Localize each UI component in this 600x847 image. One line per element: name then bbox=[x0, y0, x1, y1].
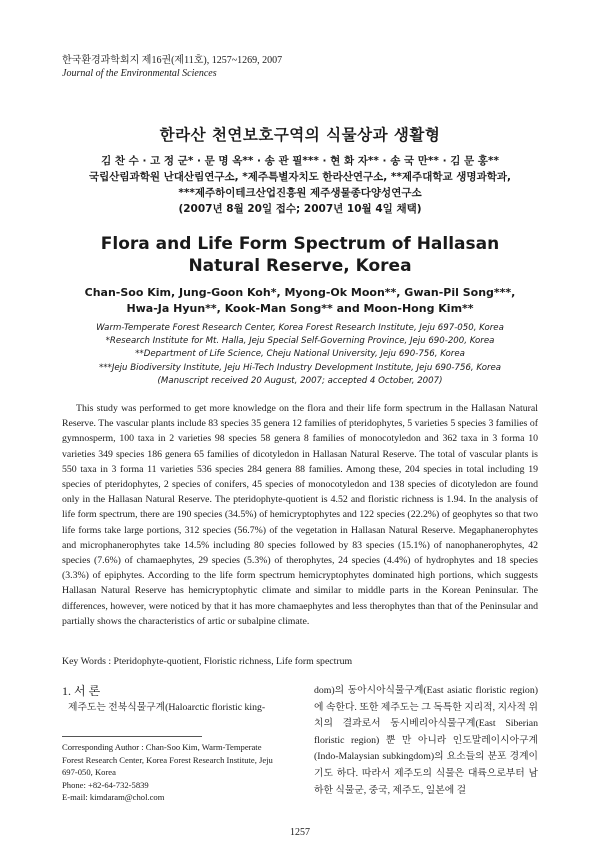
abstract-text: This study was performed to get more knowledge on the flora and their life form spectrum in the Hallasan Natural Reserve. The vascular plants include 83 species 35 genera 12 families of pteridophytes, 5 varieties 5 species 3 families of gymnosperm, 100 taxa in 2 varieties 98 species 58 genera 8 families of monocotyledon and 362 taxa in 3 forma 10 varieties 349 species 186 genera 65 families of dicotyledon in Hallasan Natural Reserve. The total of vascular plants is 550 taxa in 3 forma 11 varieties 536 species 284 genera 88 families. Among these, 204 species in total including 19 species of pteridophytes, 2 species of conifers, 45 species of monocotyledon and 138 species of dicotyledon are found only in the Hallasan Natural Reserve. The pteridophyte-quotient is 4.52 and floristic richness is 1.94. In the analysis of life form spectrum, there are 190 species (34.5%) of hemicryptophytes and 122 species (22.2%) of geophytes so that two life forms take large portions, 312 species (56.7%) of the vegetation in Hallasan Natural Reserve. Megaphanerophytes and microphanerophytes take 14.5% including 80 species followed by 83 species (15.1%) of nanophanerophytes, 42 species (7.6%) of chamaephytes, 29 species (5.3%) of therophytes, 24 species (4.4%) of hydrophytes and 18 species (3.3%) of epiphytes. According to the life form spectrum hemicryptophytes dominated high portions, which suggests Hallasan Natural Reserve has hemicryptophytic climate and similar to middle parts in the Korean Peninsular. The differences, however, were noticed by that it has more chamaephytes and less therophytes than that of the Peninsular and partially shows the characteristics of artic or subalpine climate. bbox=[62, 403, 538, 627]
affiliation-line: Warm-Temperate Forest Research Center, Korea Forest Research Institute, Jeju 697-050, Korea bbox=[96, 323, 504, 333]
footnote-email: E-mail: kimdaram@chol.com bbox=[62, 792, 165, 802]
authors-english-line2: Hwa-Ja Hyun**, Kook-Man Song** and Moon-Hong Kim** bbox=[126, 302, 474, 315]
corresponding-author-footnote bbox=[62, 741, 292, 804]
authors-english-line1: Chan-Soo Kim, Jung-Goon Koh*, Myong-Ok Moon**, Gwan-Pil Song***, bbox=[84, 286, 516, 299]
intro-left-column: 제주도는 전북식물구계(Haloarctic floristic king- bbox=[68, 702, 266, 713]
page-number: 1257 bbox=[290, 827, 310, 838]
authors-english bbox=[0, 285, 600, 317]
footnote-line: 697-050, Korea bbox=[62, 767, 116, 777]
keywords: Key Words : Pteridophyte-quotient, Floristic richness, Life form spectrum bbox=[62, 656, 353, 667]
affiliation-line: ***Jeju Biodiversity Institute, Jeju Hi-Tech Industry Development Institute, Jeju 690-756, Korea bbox=[98, 362, 502, 373]
journal-citation-ko: 한국환경과학회지 제16권(제11호), 1257~1269, 2007 bbox=[62, 55, 283, 66]
journal-header bbox=[62, 54, 282, 80]
title-korean: 한라산 천연보호구역의 식물상과 생활형 bbox=[159, 126, 441, 144]
authors-korean-block bbox=[0, 153, 600, 217]
title-english-line2: Natural Reserve, Korea bbox=[188, 256, 412, 276]
affiliations-korean-line1: 국립산림과학원 난대산림연구소, *제주특별자치도 한라산연구소, **제주대학교 생명과학과, bbox=[88, 171, 511, 183]
manuscript-dates: (Manuscript received 20 August, 2007; accepted 4 October, 2007) bbox=[157, 375, 443, 386]
footnote-divider bbox=[62, 736, 202, 737]
received-date-korean: (2007년 8월 20일 접수; 2007년 10월 4일 채택) bbox=[178, 203, 422, 215]
journal-name-en: Journal of the Environmental Sciences bbox=[62, 68, 217, 79]
section-heading-introduction: 1. 서 론 bbox=[62, 684, 101, 698]
title-english-line1: Flora and Life Form Spectrum of Hallasan bbox=[100, 234, 500, 254]
affiliation-line: **Department of Life Science, Cheju National University, Jeju 690-756, Korea bbox=[135, 349, 465, 360]
affiliation-line: *Research Institute for Mt. Halla, Jeju Special Self-Governing Province, Jeju 690-200, Korea bbox=[105, 336, 495, 347]
footnote-line: Corresponding Author : Chan-Soo Kim, Warm-Temperate bbox=[62, 742, 262, 752]
footnote-line: Forest Research Center, Korea Forest Research Institute, Jeju bbox=[62, 754, 273, 765]
title-english bbox=[0, 233, 600, 277]
affiliations-korean-line2: ***제주하이테크산업진흥원 제주생물종다양성연구소 bbox=[178, 187, 422, 199]
intro-right-column: dom)의 동아시아식물구계(East asiatic floristic region)에 속한다. 또한 제주도는 그 독특한 지리적, 지사적 위치의 결과로서 동시베리아식물구계(East Siberian floristic region) 뿐 만 아니라 인도말레이시아구계(Indo-Malaysian subkingdom)의 요소들의 분포 경계이기도 하다. 따라서 제주도의 식물은 대륙으로부터 남하한 식물군, 중국, 제주도, 일본에 걸 bbox=[314, 685, 538, 796]
authors-korean-names: 김 찬 수 · 고 정 군* · 문 명 옥** · 송 관 필*** · 현 화 자** · 송 국 만** · 김 문 홍** bbox=[101, 155, 499, 167]
affiliations-english bbox=[0, 322, 600, 388]
footnote-phone: Phone: +82-64-732-5839 bbox=[62, 779, 149, 790]
